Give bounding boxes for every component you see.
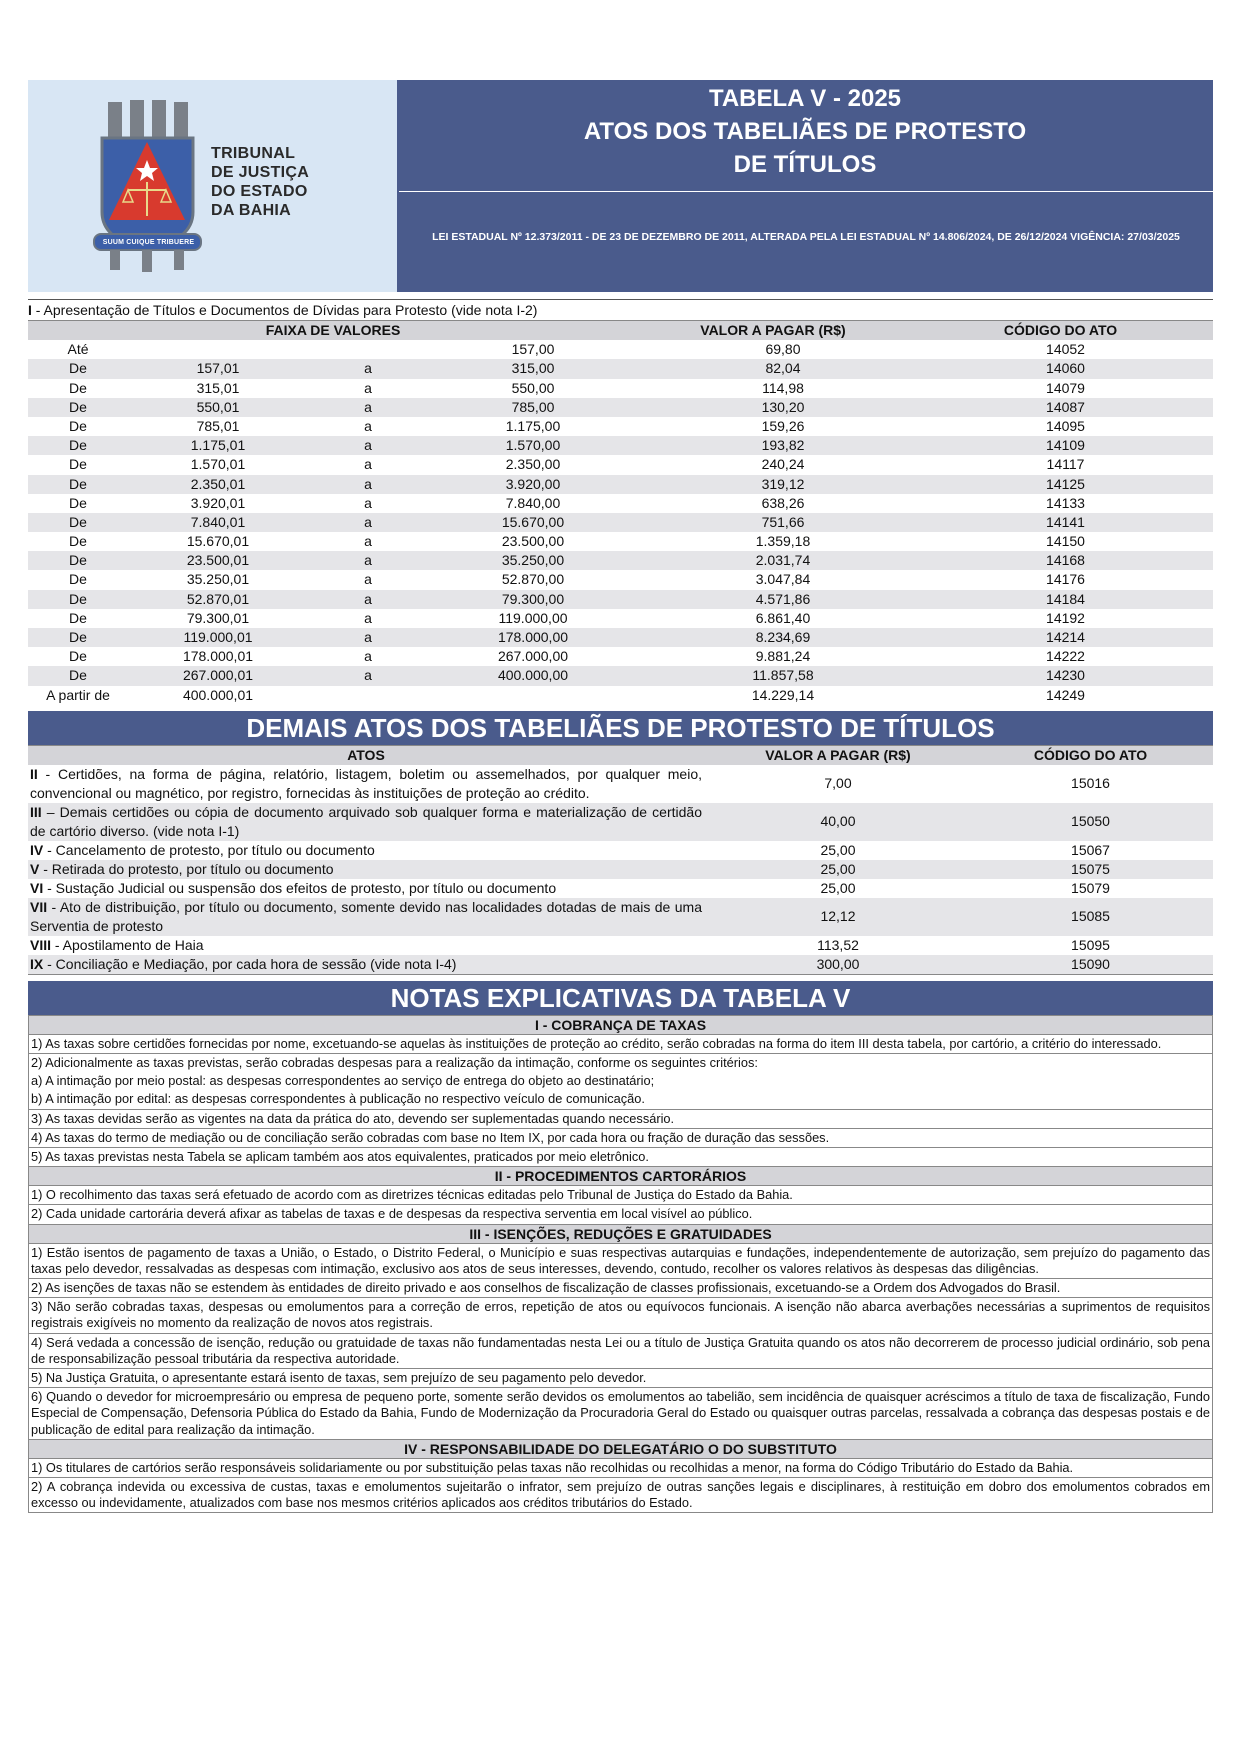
codigo-cell: 14052 (1046, 341, 1085, 358)
valor-cell: 14.229,14 (751, 686, 815, 703)
range-label: De (69, 609, 87, 626)
note-item: 4) Será vedada a concessão de isenção, redução ou gratuidade de taxas não fundamentadas nesta Lei ou a título de Justiça Gratuita quando os atos não decorrerem de processo judicial ordinário, sob pena de responsabilização pessoal tributária da respectiva autoridade. (29, 1333, 1212, 1368)
range-from: 2.350,01 (190, 475, 246, 492)
ato-cell (28, 879, 708, 898)
range-separator (318, 340, 418, 359)
demais-atos-banner: DEMAIS ATOS DOS TABELIÃES DE PROTESTO DE TÍTULOS (28, 711, 1213, 745)
valor-cell: 3.047,84 (755, 571, 811, 588)
codigo-cell: 15095 (1071, 936, 1110, 953)
valor-cell: 25,00 (820, 841, 856, 858)
range-separator: a (364, 494, 372, 511)
range-to: 1.570,00 (505, 437, 561, 454)
org-name-line: DE JUSTIÇA (211, 164, 310, 181)
range-from: 178.000,01 (182, 648, 254, 665)
demais-atos-table (28, 745, 1213, 975)
range-separator (318, 686, 418, 705)
note-item: 2) A cobrança indevida ou excessiva de custas, taxas e emolumentos sujeitarão o infrator, sem prejuízo de outras sanções legais e disciplinares, à restituição em dobro dos emolumentos cobrados em excesso ou indevidamente, atualizados com base nos mesmos critérios aplicados aos créditos tributários do Estado. (29, 1477, 1212, 1512)
table-row (28, 532, 1213, 551)
range-label: De (69, 552, 87, 569)
valor-cell: 4.571,86 (755, 590, 811, 607)
range-separator: a (364, 437, 372, 454)
valor-cell: 25,00 (820, 860, 856, 877)
ato-cell (28, 955, 708, 974)
table-subtitle-1: ATOS DOS TABELIÃES DE PROTESTO (583, 118, 1027, 145)
ato-cell (28, 765, 708, 803)
ato-text: - Conciliação e Mediação, por cada hora de sessão (vide nota I-4) (43, 955, 457, 972)
valor-cell: 113,52 (817, 936, 859, 953)
ato-cell (28, 898, 708, 936)
section-roman: I (28, 302, 32, 318)
note-item: 6) Quando o devedor for microempresário ou empresa de pequeno porte, somente serão devidos os emolumentos ao tabelião, sem incidência de quaisquer acréscimos a título de taxa de fiscalização, Fundo Especial de Compensação, Defensoria Pública do Estado da Bahia, Fundo de Modernização da Procuradoria Geral do Estado ou quaisquer outras parcelas, ressalvada a cobrança das despesas postais e de publicação de edital para realização da intimação. (29, 1387, 1212, 1439)
codigo-cell: 14125 (1046, 475, 1085, 492)
codigo-cell: 14230 (1046, 667, 1085, 684)
codigo-cell: 14214 (1046, 629, 1085, 645)
range-to: 267.000,00 (497, 648, 569, 665)
table-row (28, 860, 1213, 879)
valor-cell: 40,00 (820, 813, 856, 830)
valor-cell: 240,24 (761, 456, 805, 473)
codigo-cell: 15075 (1071, 860, 1110, 877)
codigo-cell: 14141 (1046, 513, 1085, 530)
table-row (28, 436, 1213, 455)
table-row (28, 398, 1213, 417)
note-item: 1) Estão isentos de pagamento de taxas a União, o Estado, o Distrito Federal, o Município e suas respectivas autarquias e fundações, independentemente de autorização, sem prejuízo do pagamento das taxas pelo devedor, ressalvadas as despesas com intimação, exclusivo aos atos de seus interesses, devendo, contudo, recolher os valores relativos às despesas das diligências. (29, 1243, 1212, 1278)
section-apresentacao (28, 299, 1213, 705)
codigo-cell: 15079 (1071, 879, 1110, 896)
valor-cell: 9.881,24 (755, 648, 811, 665)
valor-cell: 82,04 (765, 360, 801, 377)
range-to (418, 686, 648, 705)
valor-cell: 300,00 (816, 955, 860, 972)
table-row (28, 513, 1213, 532)
valor-cell: 2.031,74 (755, 552, 811, 569)
range-from: 157,01 (196, 360, 240, 377)
table-row (28, 551, 1213, 570)
table-subtitle-2: DE TÍTULOS (733, 151, 877, 178)
note-item: a) A intimação por meio postal: as despesas correspondentes ao serviço de entrega do objeto ao destinatário; (31, 1073, 655, 1089)
table-row (28, 570, 1213, 589)
document-page (28, 80, 1213, 1513)
codigo-cell: 14133 (1046, 494, 1085, 511)
codigo-cell: 14095 (1046, 417, 1085, 434)
table-row (28, 590, 1213, 609)
ato-text: – Demais certidões ou cópia de documento arquivado sob qualquer forma e materialização de certidão de cartório diverso. (vide nota I-1) (30, 803, 702, 839)
ato-roman: II (30, 765, 38, 782)
range-from: 3.920,01 (190, 494, 246, 511)
codigo-cell: 15067 (1071, 841, 1110, 858)
range-from: 267.000,01 (182, 667, 254, 684)
note-item: 4) As taxas do termo de mediação ou de conciliação serão cobradas com base no Item IX, por cada hora ou fração de duração das sessões. (29, 1128, 1212, 1147)
range-to: 3.920,00 (505, 475, 561, 492)
col-valor-header: VALOR A PAGAR (R$) (765, 746, 911, 763)
range-separator: a (364, 360, 372, 377)
ato-roman: IX (30, 955, 44, 972)
codigo-cell: 15016 (1071, 775, 1110, 792)
range-from: 15.670,01 (186, 533, 250, 550)
note-item: b) A intimação por edital: as despesas correspondentes à publicação no respectivo veículo de comunicação. (31, 1091, 645, 1107)
ato-text: - Apostilamento de Haia (51, 936, 204, 953)
table-row (28, 609, 1213, 628)
codigo-cell: 14184 (1046, 590, 1085, 607)
range-label: De (69, 417, 87, 434)
valor-cell: 638,26 (761, 494, 805, 511)
range-from: 35.250,01 (186, 571, 250, 588)
table-header (28, 745, 1213, 765)
range-label: De (69, 571, 87, 588)
codigo-cell: 15090 (1071, 955, 1110, 972)
codigo-cell: 14079 (1046, 379, 1085, 396)
codigo-cell: 14117 (1046, 456, 1085, 473)
notes-group-title: IV - RESPONSABILIDADE DO DELEGATÁRIO O DO SUBSTITUTO (29, 1439, 1212, 1458)
note-item: 3) As taxas devidas serão as vigentes na data da prática do ato, devendo ser suplementadas quando necessário. (29, 1109, 1212, 1128)
law-reference: LEI ESTADUAL Nº 12.373/2011 - DE 23 DE DEZEMBRO DE 2011, ALTERADA PELA LEI ESTADUAL Nº 14.806/2024, DE 26/12/2024 VIGÊNCIA: 27/03/2025 (432, 231, 1180, 243)
table-row (28, 686, 1213, 705)
range-separator: a (364, 648, 372, 665)
range-from (118, 340, 318, 359)
org-name (211, 144, 309, 220)
ato-cell (28, 860, 708, 879)
range-from: 1.570,01 (190, 456, 246, 473)
range-to: 7.840,00 (505, 494, 561, 511)
notes-list (28, 1015, 1213, 1514)
col-codigo-header: CÓDIGO DO ATO (1003, 322, 1118, 338)
range-label: De (69, 667, 87, 684)
range-label: De (69, 437, 87, 454)
codigo-cell: 15050 (1071, 813, 1110, 830)
range-separator: a (364, 590, 372, 607)
ato-cell (28, 803, 708, 841)
valor-cell: 7,00 (824, 775, 852, 792)
notes-group-title: I - COBRANÇA DE TAXAS (29, 1015, 1212, 1034)
range-separator: a (364, 456, 372, 473)
ato-text: - Certidões, na forma de página, relatório, listagem, boletim ou assemelhados, por qualquer meio, convencional ou magnético, por registro, fornecidas às instituições de proteção ao crédito. (30, 765, 702, 801)
valor-cell: 1.359,18 (755, 533, 811, 550)
table-row (28, 417, 1213, 436)
ato-text: - Cancelamento de protesto, por título ou documento (43, 841, 375, 858)
range-label: De (69, 590, 87, 607)
notes-group-title: II - PROCEDIMENTOS CARTORÁRIOS (29, 1166, 1212, 1185)
range-label: Até (67, 341, 89, 358)
range-label: De (69, 475, 87, 492)
range-to: 15.670,00 (501, 513, 565, 530)
codigo-cell: 14087 (1046, 398, 1085, 415)
range-to: 119.000,00 (498, 609, 568, 626)
table-row (28, 340, 1213, 359)
note-item: 2) As isenções de taxas não se estendem às entidades de direito privado e aos conselhos de fiscalização de classes profissionais, excetuando-se a Ordem dos Advogados do Brasil. (29, 1278, 1212, 1297)
range-from: 785,01 (196, 417, 240, 434)
range-to: 400.000,00 (497, 667, 569, 684)
table-row (28, 455, 1213, 474)
header (28, 80, 1213, 292)
col-atos-header: ATOS (347, 746, 385, 763)
section-title (28, 300, 1213, 320)
table-title: TABELA V - 2025 (708, 85, 902, 112)
valor-cell: 11.857,58 (752, 667, 814, 684)
col-codigo-header: CÓDIGO DO ATO (1033, 746, 1148, 763)
title-divider (399, 191, 1213, 192)
section-title-text: - Apresentação de Títulos e Documentos de Dívidas para Protesto (vide nota I-2) (31, 302, 538, 318)
range-label: De (69, 398, 87, 415)
org-name-line: DA BAHIA (211, 202, 292, 219)
range-from: 550,01 (196, 398, 240, 415)
range-from: 79.300,01 (186, 609, 250, 626)
org-name-line: TRIBUNAL (211, 145, 296, 162)
col-faixa-header: FAIXA DE VALORES (265, 322, 401, 338)
codigo-cell: 14249 (1046, 686, 1085, 703)
range-to: 785,00 (511, 398, 555, 415)
range-separator: a (364, 571, 372, 588)
range-to: 550,00 (511, 379, 555, 396)
note-item: 3) Não serão cobradas taxas, despesas ou emolumentos para a correção de erros, repetição de atos ou equívocos funcionais. A isenção não abarca averbações necessárias a suprimentos de requisitos registrais exigíveis no momento da realização de novos atos registrais. (29, 1297, 1212, 1332)
range-label: De (69, 379, 87, 396)
ato-cell (28, 841, 708, 860)
table-row (28, 955, 1213, 974)
note-item: 2) Cada unidade cartorária deverá afixar as tabelas de taxas e de despesas da respectiva serventia em local visível ao público. (29, 1204, 1212, 1223)
valor-cell: 751,66 (761, 513, 805, 530)
table-row (28, 379, 1213, 398)
ato-roman: VIII (30, 936, 52, 953)
range-separator: a (364, 667, 372, 684)
valor-cell: 8.234,69 (755, 629, 811, 645)
range-label: De (69, 513, 87, 530)
table-row (28, 647, 1213, 666)
table-row (28, 359, 1213, 378)
range-label: De (69, 494, 87, 511)
table-row (28, 765, 1213, 803)
acts-rows (28, 765, 1213, 974)
codigo-cell: 14192 (1046, 609, 1085, 626)
valor-cell: 114,98 (762, 379, 804, 396)
ato-roman: V (30, 860, 40, 877)
ato-roman: VII (30, 898, 48, 915)
table-header (28, 320, 1213, 340)
codigo-cell: 14168 (1046, 552, 1085, 569)
range-to: 2.350,00 (505, 456, 561, 473)
table-row (28, 628, 1213, 647)
codigo-cell: 14222 (1046, 648, 1085, 665)
range-label: A partir de (46, 686, 110, 703)
ato-roman: VI (30, 879, 44, 896)
range-separator: a (364, 552, 372, 569)
range-to: 35.250,00 (501, 552, 565, 569)
range-separator: a (364, 398, 372, 415)
ato-roman: III (30, 803, 42, 820)
valor-cell: 12,12 (820, 908, 856, 925)
range-to: 52.870,00 (501, 571, 565, 588)
table-row (28, 879, 1213, 898)
notas-banner: NOTAS EXPLICATIVAS DA TABELA V (28, 981, 1213, 1015)
codigo-cell: 14060 (1046, 360, 1085, 377)
note-item: 1) Os titulares de cartórios serão responsáveis solidariamente ou por substituição pelas taxas não recolhidas ou recolhidas a menor, na forma do Código Tributário do Estado da Bahia. (29, 1458, 1212, 1477)
range-from: 315,01 (196, 379, 240, 396)
table-row (28, 841, 1213, 860)
logo-panel (28, 80, 397, 292)
range-from: 119.000,01 (183, 629, 253, 645)
note-item: 5) Na Justiça Gratuita, o apresentante estará isento de taxas, sem prejuízo de seu pagamento pelo devedor. (29, 1368, 1212, 1387)
col-valor-header: VALOR A PAGAR (R$) (700, 322, 846, 338)
table-row (28, 666, 1213, 685)
fee-rows (28, 340, 1213, 705)
range-label: De (69, 360, 87, 377)
range-label: De (69, 456, 87, 473)
range-separator: a (364, 513, 372, 530)
codigo-cell: 14150 (1046, 533, 1085, 550)
notes-group-title: III - ISENÇÕES, REDUÇÕES E GRATUIDADES (29, 1224, 1212, 1243)
range-to: 23.500,00 (501, 533, 565, 550)
range-to: 79.300,00 (501, 590, 565, 607)
range-separator: a (364, 475, 372, 492)
range-from: 7.840,01 (190, 513, 246, 530)
range-from: 1.175,01 (190, 437, 246, 454)
range-to: 315,00 (511, 360, 555, 377)
ato-cell (28, 936, 708, 955)
valor-cell: 6.861,40 (755, 609, 811, 626)
range-label: De (69, 533, 87, 550)
ato-text: - Retirada do protesto, por título ou documento (39, 860, 334, 877)
range-separator: a (364, 533, 372, 550)
note-item: 5) As taxas previstas nesta Tabela se aplicam também aos atos equivalentes, praticados por meio eletrônico. (29, 1147, 1212, 1166)
range-separator: a (364, 379, 372, 396)
ato-text: - Ato de distribuição, por título ou documento, somente devido nas localidades dotadas de mais de uma Serventia de protesto (30, 898, 702, 934)
org-name-line: DO ESTADO (211, 183, 308, 200)
valor-cell: 25,00 (820, 879, 856, 896)
range-to: 157,00 (511, 341, 555, 358)
note-item: 1) As taxas sobre certidões fornecidas por nome, excetuando-se aquelas às instituições de proteção ao crédito, serão cobradas na forma do item III desta tabela, por cartório, a critério do interessado. (29, 1034, 1212, 1053)
codigo-cell: 15085 (1071, 908, 1110, 925)
range-separator: a (364, 609, 372, 626)
valor-cell: 193,82 (761, 437, 805, 454)
tjba-crest-icon (90, 100, 205, 275)
note-item: 1) O recolhimento das taxas será efetuado de acordo com as diretrizes técnicas editadas pelo Tribunal de Justiça do Estado da Bahia. (29, 1185, 1212, 1204)
range-from: 23.500,01 (186, 552, 250, 569)
range-label: De (69, 629, 87, 645)
range-label: De (69, 648, 87, 665)
codigo-cell: 14176 (1046, 571, 1085, 588)
table-row (28, 494, 1213, 513)
table-row (28, 803, 1213, 841)
codigo-cell: 14109 (1046, 437, 1085, 454)
title-panel (397, 80, 1213, 292)
ato-text: - Sustação Judicial ou suspensão dos efeitos de protesto, por título ou documento (43, 879, 557, 896)
range-from: 52.870,01 (186, 590, 250, 607)
table-row (28, 898, 1213, 936)
range-separator: a (364, 629, 372, 645)
valor-cell: 319,12 (761, 475, 805, 492)
valor-cell: 69,80 (765, 341, 801, 358)
note-item: 2) Adicionalmente as taxas previstas, serão cobradas despesas para a realização da intimação, conforme os seguintes critérios: (29, 1053, 1212, 1072)
valor-cell: 159,26 (761, 417, 805, 434)
table-row (28, 936, 1213, 955)
range-to: 1.175,00 (505, 417, 561, 434)
range-separator: a (364, 417, 372, 434)
range-from: 400.000,01 (182, 686, 254, 703)
crest-motto: SUUM CUIQUE TRIBUERE (102, 239, 195, 246)
ato-roman: IV (30, 841, 44, 858)
valor-cell: 130,20 (761, 398, 805, 415)
range-to: 178.000,00 (497, 629, 569, 645)
table-row (28, 475, 1213, 494)
